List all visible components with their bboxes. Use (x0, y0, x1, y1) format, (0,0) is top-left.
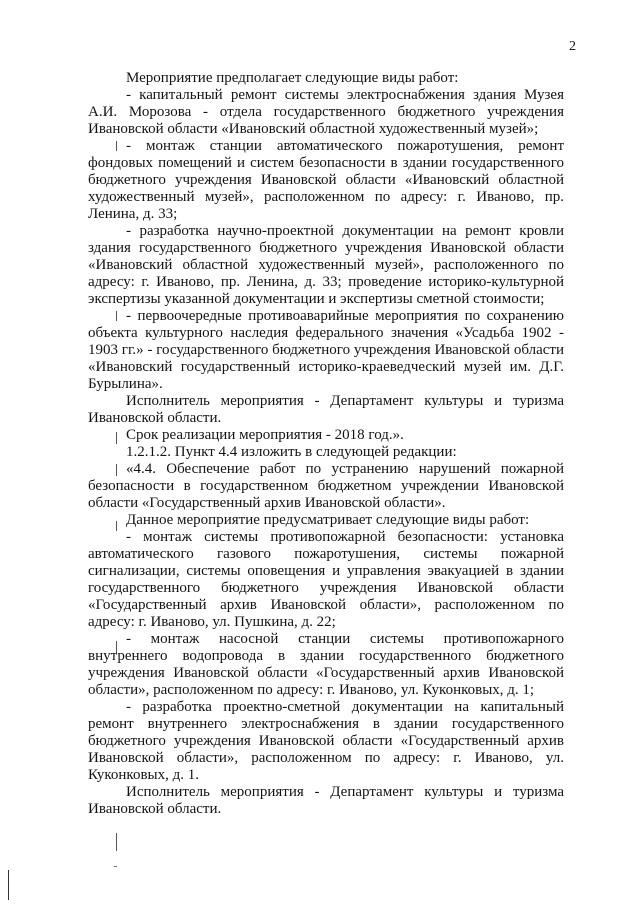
paragraph: Исполнитель мероприятия - Департамент культуры и туризма Ивановской области. (88, 784, 564, 817)
paragraph: Данное мероприятие предусматривает следующие виды работ: (126, 512, 530, 528)
paragraph: Мероприятие предполагает следующие виды работ: (126, 70, 459, 86)
document-body (88, 70, 564, 818)
paragraph: Исполнитель мероприятия - Департамент культуры и туризма Ивановской области. (88, 393, 564, 426)
paragraph: Срок реализации мероприятия - 2018 год.». (126, 427, 404, 443)
paragraph: - монтаж насосной станции системы противопожарного внутреннего водопровода в здании государственного бюджетного учреждения Ивановской области «Государственный архив Ивановской области», расположенном по адресу: г. Иваново, ул. Куконковых, д. 1; (88, 631, 564, 698)
paragraph: - первоочередные противоаварийные мероприятия по сохранению объекта культурного наследия федерального значения «Усадьба 1902 - 1903 гг.» - государственного бюджетного учреждения Ивановской области «Ивановский государственный историко-краеведческий музей им. Д.Г. Бурылина». (88, 308, 564, 392)
paragraph: - разработка проектно-сметной документации на капитальный ремонт внутреннего электроснабжения в здании государственного бюджетного учреждения Ивановской области «Государственный архив Ивановской области», расположенном по адресу: г. Иваново, ул. Куконковых, д. 1. (88, 699, 564, 783)
margin-scan-mark (114, 866, 117, 867)
margin-scan-mark (8, 870, 9, 900)
paragraph: - капитальный ремонт системы электроснабжения здания Музея А.И. Морозова - отдела государственного бюджетного учреждения Ивановской области «Ивановский областной художественный музей»; (88, 87, 564, 137)
paragraph: - разработка научно-проектной документации на ремонт кровли здания государственного бюджетного учреждения Ивановской области «Ивановский областной художественный музей», расположенного по адресу: г. Иваново, пр. Ленина, д. 33; проведение историко-культурной экспертизы указанной документации и экспертизы сметной стоимости; (88, 223, 564, 307)
paragraph: 1.2.1.2. Пункт 4.4 изложить в следующей редакции: (126, 444, 457, 460)
paragraph: - монтаж системы противопожарной безопасности: установка автоматического газового пожаротушения, системы пожарной сигнализации, системы оповещения и управления эвакуацией в здании государственного бюджетного учреждения Ивановской области «Государственный архив Ивановской области», расположенном по адресу: г. Иваново, ул. Пушкина, д. 22; (88, 529, 564, 630)
paragraph: «4.4. Обеспечение работ по устранению нарушений пожарной безопасности в государственном бюджетном учреждении Ивановской области «Государственный архив Ивановской области». (88, 461, 564, 511)
page-number: 2 (569, 39, 576, 54)
paragraph: - монтаж станции автоматического пожаротушения, ремонт фондовых помещений и систем безопасности в здании государственного бюджетного учреждения Ивановской области «Ивановский областной художественный музей», расположенном по адресу: г. Иваново, пр. Ленина, д. 33; (88, 138, 564, 222)
margin-scan-mark (116, 833, 117, 851)
